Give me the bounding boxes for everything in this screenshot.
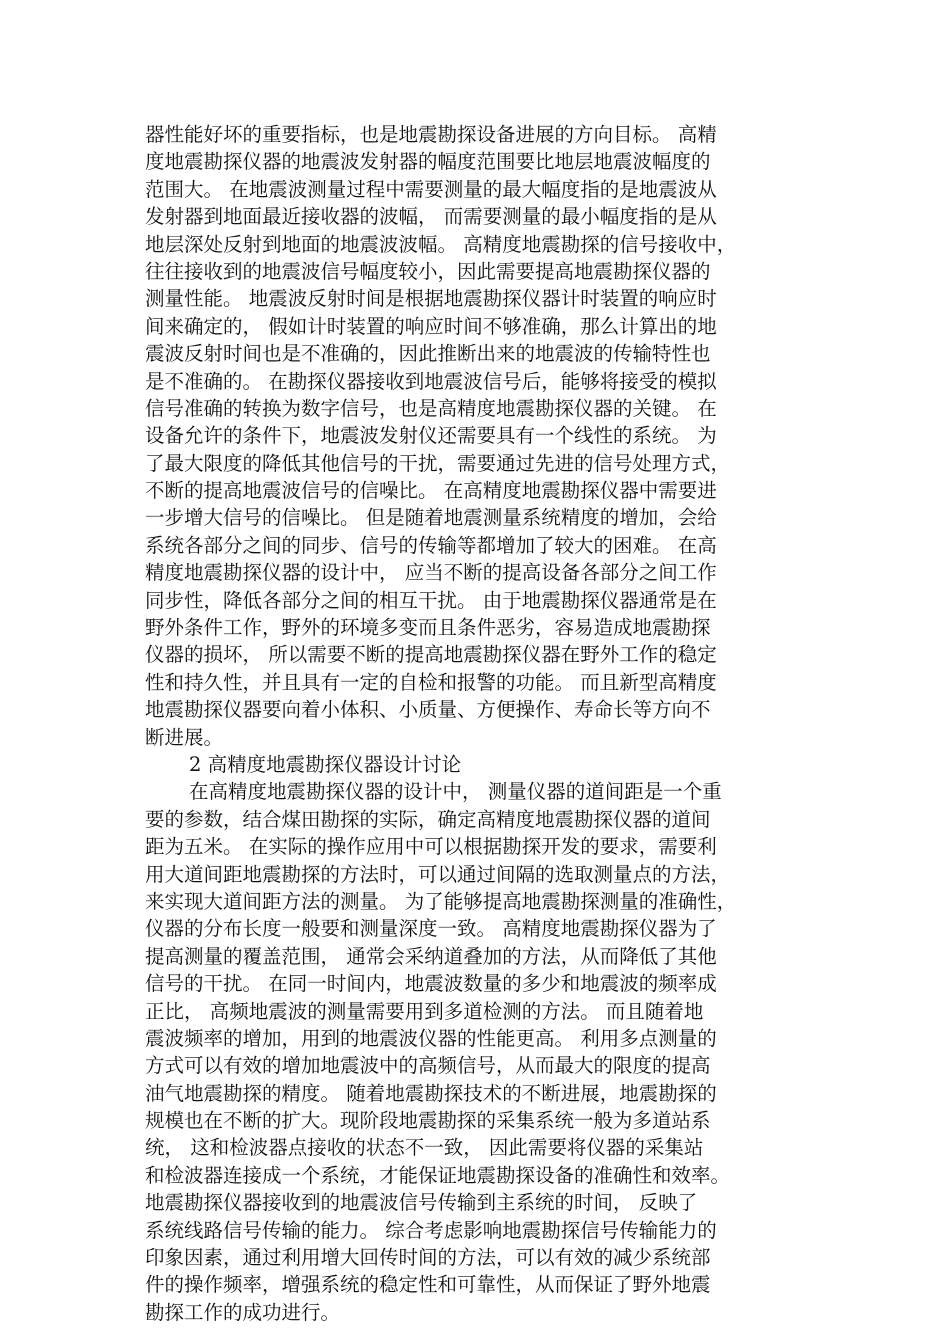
text-line: 用大道间距地震勘探的方法时，可以通过间隔的选取测量点的方法， [145, 862, 731, 886]
text-line: 了最大限度的降低其他信号的干扰，需要通过先进的信号处理方式， [145, 451, 731, 475]
text-line: 来实现大道间距方法的测量。 为了能够提高地震勘探测量的准确性， [145, 889, 737, 913]
text-line: 同步性，降低各部分之间的相互干扰。 由于地震勘探仪器通常是在 [145, 588, 717, 612]
text-line: 断进展。 [145, 725, 224, 749]
text-line: 地震勘探仪器要向着小体积、小质量、方便操作、寿命长等方向不 [145, 698, 711, 722]
text-line: 器性能好坏的重要指标，也是地震勘探设备进展的方向目标。 高精 [145, 123, 717, 146]
text-line: 往往接收到的地震波信号幅度较小，因此需要提高地震勘探仪器的 [145, 259, 711, 283]
text-line: 设备允许的条件下，地震波发射仪还需要具有一个线性的系统。 为 [145, 424, 717, 448]
text-line: 测量性能。 地震波反射时间是根据地震勘探仪器计时装置的响应时 [145, 287, 717, 311]
text-line: 印象因素，通过利用增大回传时间的方法，可以有效的减少系统部 [145, 1246, 711, 1270]
text-line: 是不准确的。 在勘探仪器接收到地震波信号后，能够将接受的模拟 [145, 369, 717, 393]
text-line: 方式可以有效的增加地震波中的高频信号，从而最大的限度的提高 [145, 1054, 711, 1078]
text-line: 信号的干扰。 在同一时间内，地震波数量的多少和地震波的频率成 [145, 972, 717, 996]
text-line: 性和持久性，并且具有一定的自检和报警的功能。 而且新型高精度 [145, 670, 717, 694]
text-line: 系统线路信号传输的能力。 综合考虑影响地震勘探信号传输能力的 [145, 1218, 717, 1242]
text-line: 震波频率的增加，用到的地震波仪器的性能更高。 利用多点测量的 [145, 1026, 717, 1050]
text-line: 信号准确的转换为数字信号，也是高精度地震勘探仪器的关键。 在 [145, 396, 717, 420]
text-line: 系统各部分之间的同步、信号的传输等都增加了较大的困难。 在高 [145, 533, 717, 557]
text-line: 间来确定的， 假如计时装置的响应时间不够准确，那么计算出的地 [145, 314, 717, 338]
text-line: 地震勘探仪器接收到的地震波信号传输到主系统的时间， 反映了 [145, 1191, 698, 1215]
text-line: 勘探工作的成功进行。 [145, 1300, 341, 1324]
text-line: 一步增大信号的信噪比。 但是随着地震测量系统精度的增加，会给 [145, 506, 717, 530]
body-text [145, 121, 813, 1326]
text-line: 地层深处反射到地面的地震波波幅。 高精度地震勘探的信号接收中， [145, 232, 737, 256]
text-line: 精度地震勘探仪器的设计中， 应当不断的提高设备各部分之间工作 [145, 561, 717, 585]
text-line: 距为五米。 在实际的操作应用中可以根据勘探开发的要求，需要利 [145, 835, 717, 859]
text-line: 仪器的损坏， 所以需要不断的提高地震勘探仪器在野外工作的稳定 [145, 643, 717, 667]
text-line: 和检波器连接成一个系统，才能保证地震勘探设备的准确性和效率。 [145, 1163, 731, 1187]
text-line: 正比， 高频地震波的测量需要用到多道检测的方法。 而且随着地 [145, 999, 704, 1023]
text-line: 件的操作频率，增强系统的稳定性和可靠性，从而保证了野外地震 [145, 1273, 711, 1297]
text-line: 提高测量的覆盖范围， 通常会采纳道叠加的方法，从而降低了其他 [145, 944, 717, 968]
text-line: 发射器到地面最近接收器的波幅， 而需要测量的最小幅度指的是从 [145, 205, 717, 229]
text-line: 统， 这和检波器点接收的状态不一致， 因此需要将仪器的采集站 [145, 1136, 704, 1160]
text-line: 不断的提高地震波信号的信噪比。 在高精度地震勘探仪器中需要进 [145, 479, 717, 503]
text-line: 度地震勘探仪器的地震波发射器的幅度范围要比地层地震波幅度的 [145, 150, 711, 174]
text-line: 范围大。 在地震波测量过程中需要测量的最大幅度指的是地震波从 [145, 177, 717, 201]
text-line: 震波反射时间也是不准确的，因此推断出来的地震波的传输特性也 [145, 342, 711, 366]
text-line: 野外条件工作，野外的环境多变而且条件恶劣，容易造成地震勘探 [145, 616, 711, 640]
text-line: 在高精度地震勘探仪器的设计中， 测量仪器的道间距是一个重 [189, 780, 722, 804]
text-line: 仪器的分布长度一般要和测量深度一致。 高精度地震勘探仪器为了 [145, 917, 717, 941]
section-heading: 2 高精度地震勘探仪器设计讨论 [189, 752, 462, 776]
text-line: 规模也在不断的扩大。现阶段地震勘探的采集系统一般为多道站系 [145, 1109, 711, 1133]
text-line: 油气地震勘探的精度。 随着地震勘探技术的不断进展，地震勘探的 [145, 1081, 717, 1105]
text-line: 要的参数，结合煤田勘探的实际，确定高精度地震勘探仪器的道间 [145, 807, 711, 831]
